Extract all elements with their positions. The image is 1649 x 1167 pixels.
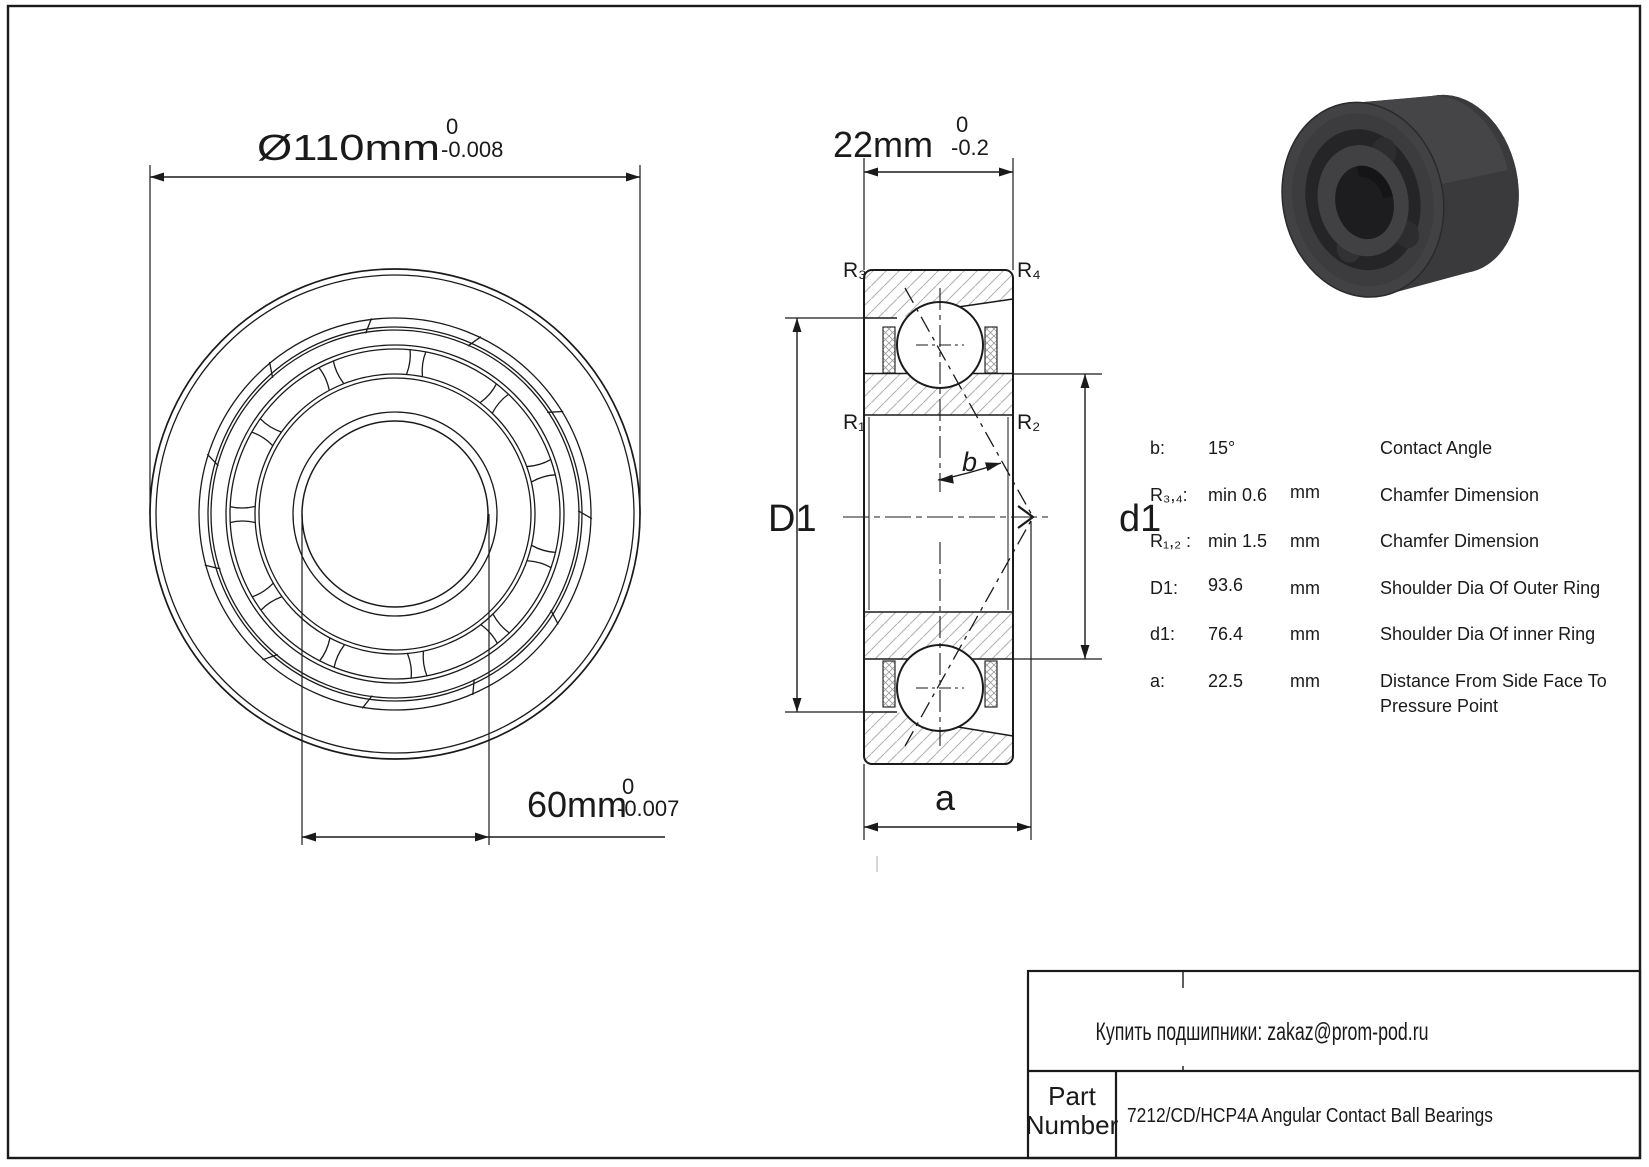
title-block [1026, 971, 1640, 1158]
spec-value: min 1.5 [1208, 531, 1268, 551]
arrowhead-left-icon [864, 168, 878, 177]
spec-value: 22.5 [1208, 671, 1244, 691]
spec-table [1150, 438, 1607, 716]
arrowhead-up-icon [1081, 374, 1090, 388]
spec-desc: Chamfer Dimension [1380, 485, 1540, 505]
part-number-label-line1: Part [1048, 1081, 1096, 1111]
bore-diameter-tol-upper: 0 [622, 774, 635, 799]
arrowhead-down-icon [1081, 645, 1090, 659]
spec-value: 76.4 [1208, 624, 1244, 644]
contact-info: Купить подшипники: zakaz@prom-pod.ru [1095, 1018, 1429, 1046]
chamfer-label-r3: R₃ [843, 259, 867, 282]
arrowhead-left-icon [864, 823, 878, 832]
chamfer-label-r2: R₂ [1017, 411, 1041, 434]
spec-unit: mm [1290, 531, 1320, 551]
spec-unit: mm [1290, 482, 1320, 502]
spec-desc: Contact Angle [1380, 438, 1493, 458]
spec-value: 15° [1208, 438, 1236, 458]
contact-angle-label: b [962, 447, 978, 477]
dim-contact-angle [938, 447, 1001, 484]
spec-desc: Chamfer Dimension [1380, 531, 1540, 551]
spec-value: 93.6 [1208, 575, 1244, 595]
front-view [150, 269, 640, 759]
outer-shoulder-label: D1 [768, 498, 817, 540]
front-view-shoulder-ticks [205, 318, 592, 709]
dim-width [833, 112, 1013, 270]
spec-unit: mm [1290, 578, 1320, 598]
width-tol-lower: -0.2 [951, 135, 989, 160]
arrowhead-left-icon [150, 173, 164, 182]
front-view-cage-bars [230, 349, 556, 678]
spec-desc: Shoulder Dia Of inner Ring [1380, 624, 1596, 644]
pressure-distance-label: a [935, 777, 956, 818]
arrowhead-right-icon [999, 168, 1013, 177]
spec-label: a: [1150, 671, 1166, 691]
arrowhead-right-icon [984, 462, 1001, 472]
outer-diameter-tol-upper: 0 [446, 114, 459, 139]
chamfer-label-r4: R₄ [1017, 259, 1041, 282]
arrowhead-up-icon [793, 318, 802, 332]
bearing-3d-render [1264, 71, 1536, 312]
spec-label: d1: [1150, 624, 1176, 644]
bore-diameter-value: 60mm [527, 784, 628, 825]
arrowhead-left-icon [302, 833, 316, 842]
spec-value: min 0.6 [1208, 485, 1268, 505]
spec-label: R₃,₄: [1150, 485, 1188, 505]
spec-label: D1: [1150, 578, 1179, 598]
width-value: 22mm [833, 124, 934, 165]
chamfer-label-r1: R₁ [843, 411, 866, 434]
dim-outer-shoulder [768, 318, 864, 712]
bore-diameter-tol-lower: -0.007 [617, 796, 680, 821]
inner-shoulder-label: d1 [1119, 498, 1162, 540]
arrowhead-right-icon [626, 173, 640, 182]
spec-unit: mm [1290, 671, 1320, 691]
width-tol-upper: 0 [956, 112, 969, 137]
dim-outer-diameter [150, 114, 640, 514]
spec-label: R₁,₂ : [1150, 531, 1192, 551]
outer-diameter-value: Ø110mm [257, 127, 440, 168]
spec-desc-line2: Pressure Point [1380, 696, 1499, 716]
part-number-label-line2: Number [1025, 1110, 1119, 1140]
arrowhead-right-icon [1017, 823, 1031, 832]
outer-diameter-tol-lower: -0.008 [441, 137, 504, 162]
section-view [843, 259, 1050, 764]
spec-label: b: [1150, 438, 1166, 458]
arrowhead-down-icon [793, 698, 802, 712]
spec-desc: Distance From Side Face To [1380, 671, 1607, 691]
arrowhead-right-icon [475, 833, 489, 842]
spec-desc: Shoulder Dia Of Outer Ring [1380, 578, 1601, 598]
front-view-rings [150, 269, 640, 759]
part-number-value: 7212/CD/HCP4A Angular Contact Ball Bearings [1127, 1105, 1493, 1127]
spec-unit: mm [1290, 624, 1320, 644]
